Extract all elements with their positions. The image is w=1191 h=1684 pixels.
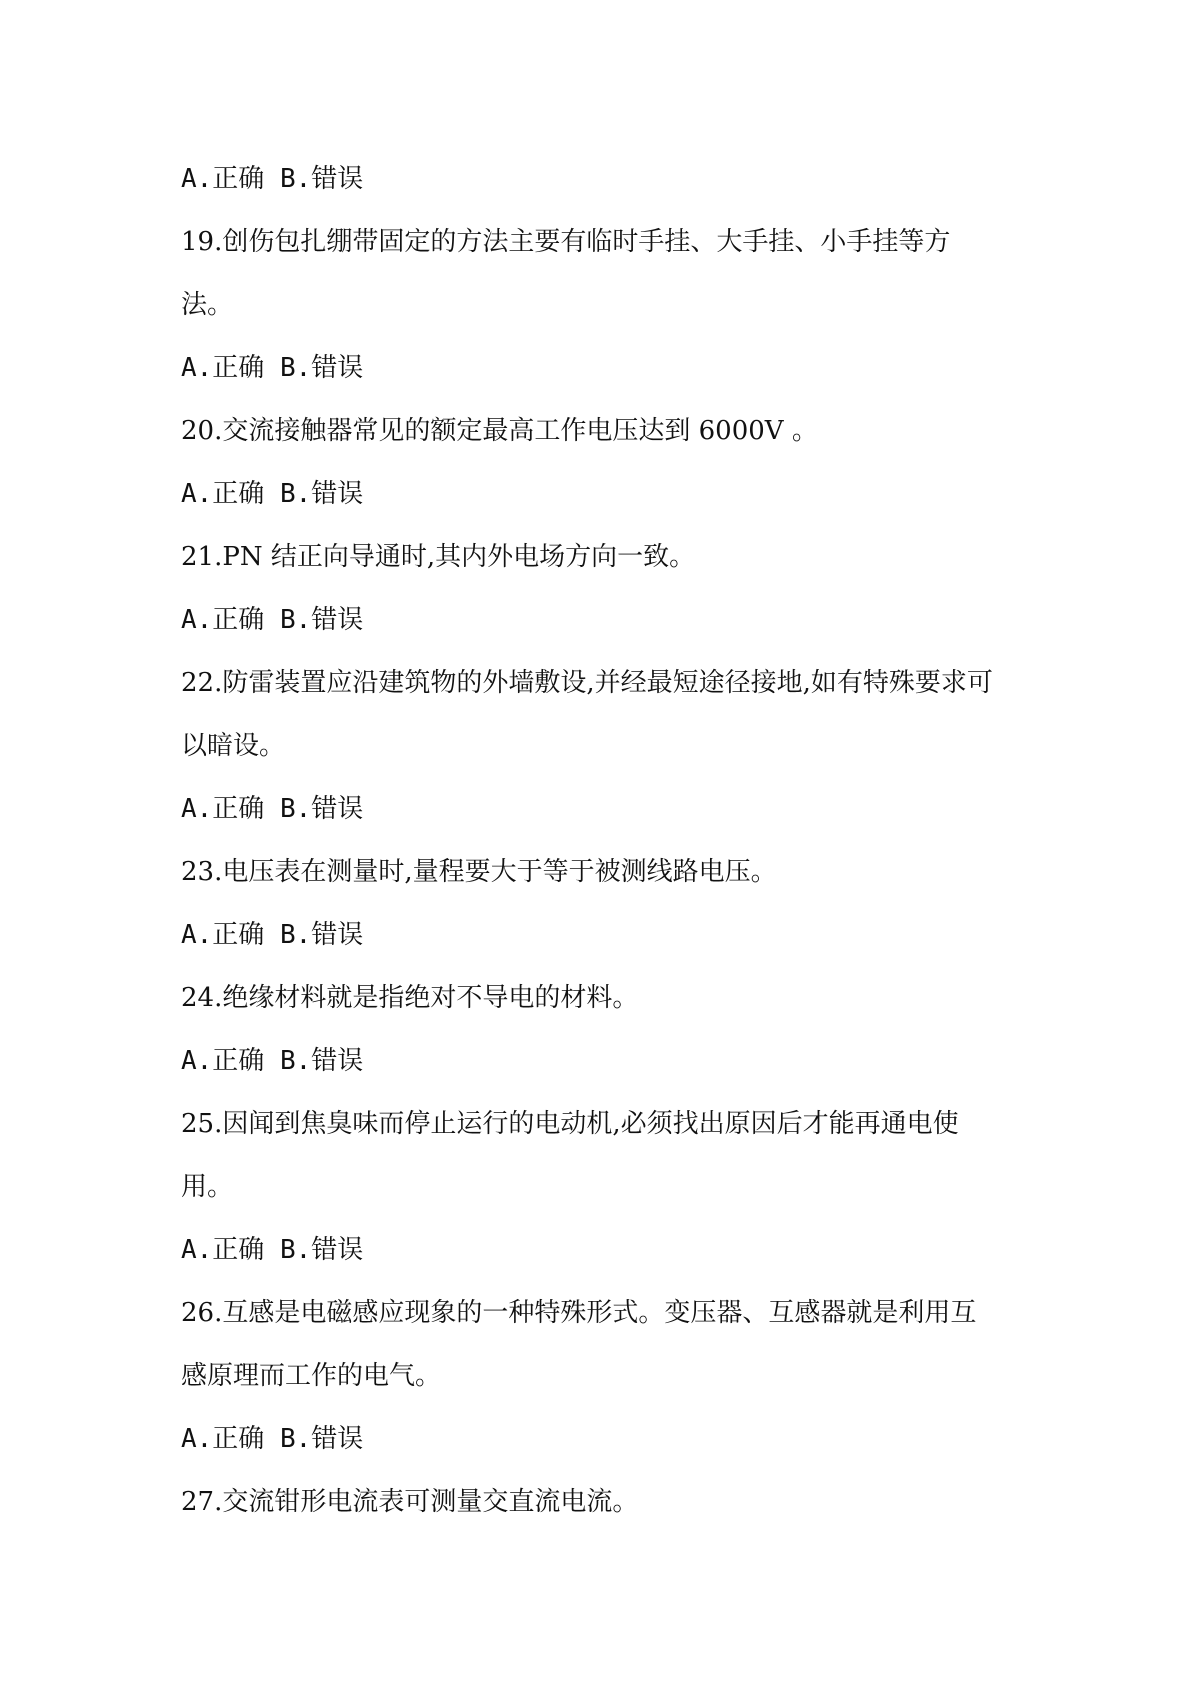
question-24: 24.绝缘材料就是指绝对不导电的材料。 bbox=[181, 983, 639, 1013]
question-19-line-1: 19.创伤包扎绷带固定的方法主要有临时手挂、大手挂、小手挂等方 bbox=[181, 227, 951, 257]
question-27: 27.交流钳形电流表可测量交直流电流。 bbox=[181, 1487, 639, 1517]
answer-options-23: A.正确 B.错误 bbox=[181, 920, 364, 950]
question-20: 20.交流接触器常见的额定最高工作电压达到 6000V 。 bbox=[181, 416, 818, 446]
question-19-line-2: 法。 bbox=[181, 290, 234, 320]
answer-options-26: A.正确 B.错误 bbox=[181, 1424, 364, 1454]
answer-options-21: A.正确 B.错误 bbox=[181, 605, 364, 635]
question-22-line-1: 22.防雷装置应沿建筑物的外墙敷设,并经最短途径接地,如有特殊要求可 bbox=[181, 668, 993, 698]
question-22-line-2: 以暗设。 bbox=[181, 731, 286, 761]
question-26-line-1: 26.互感是电磁感应现象的一种特殊形式。变压器、互感器就是利用互 bbox=[181, 1298, 977, 1328]
question-25-line-1: 25.因闻到焦臭味而停止运行的电动机,必须找出原因后才能再通电使 bbox=[181, 1109, 959, 1139]
answer-options-22: A.正确 B.错误 bbox=[181, 794, 364, 824]
question-25-line-2: 用。 bbox=[181, 1172, 234, 1202]
question-21: 21.PN 结正向导通时,其内外电场方向一致。 bbox=[181, 542, 696, 572]
answer-options-25: A.正确 B.错误 bbox=[181, 1235, 364, 1265]
question-23: 23.电压表在测量时,量程要大于等于被测线路电压。 bbox=[181, 857, 777, 887]
answer-options-19: A.正确 B.错误 bbox=[181, 353, 364, 383]
answer-options-24: A.正确 B.错误 bbox=[181, 1046, 364, 1076]
question-list bbox=[181, 148, 1041, 1534]
answer-options-18: A.正确 B.错误 bbox=[181, 164, 364, 194]
question-26-line-2: 感原理而工作的电气。 bbox=[181, 1361, 442, 1391]
answer-options-20: A.正确 B.错误 bbox=[181, 479, 364, 509]
